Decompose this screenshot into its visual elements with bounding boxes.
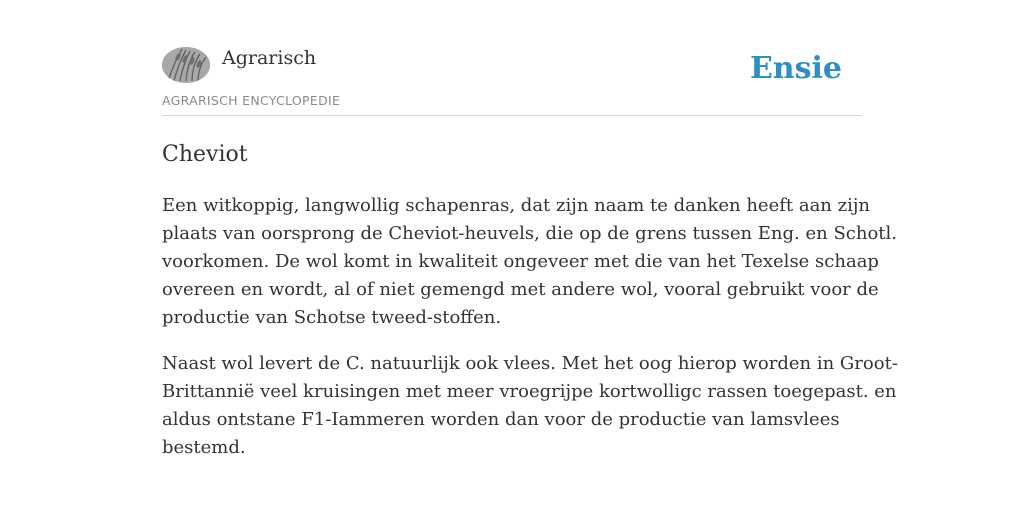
source-header: [162, 40, 862, 116]
paragraph-line: bestemd.: [162, 437, 246, 458]
paragraph-line: voorkomen. De wol komt in kwaliteit ongeveer met die van het Texelse schaap: [162, 251, 879, 272]
wheat-icon[interactable]: [162, 47, 210, 83]
paragraph-line: productie van Schotse tweed-stoffen.: [162, 307, 502, 328]
brand-logo[interactable]: Ensie: [749, 51, 842, 86]
paragraph-line: Naast wol levert de C. natuurlijk ook vlees. Met het oog hierop worden in Groot-: [162, 353, 898, 374]
article-body: [162, 192, 898, 480]
paragraph: [162, 192, 898, 332]
article-title: Cheviot: [162, 142, 248, 167]
source-name[interactable]: Agrarisch: [222, 47, 317, 69]
paragraph: [162, 350, 898, 462]
paragraph-line: aldus ontstane F1-Iammeren worden dan voor de productie van lamsvlees: [162, 409, 840, 430]
paragraph-line: Brittannië veel kruisingen met meer vroegrijpe kortwolligc rassen toegepast. en: [162, 381, 897, 402]
source-subtitle: AGRARISCH ENCYCLOPEDIE: [162, 93, 341, 108]
paragraph-line: plaats van oorsprong de Cheviot-heuvels, die op de grens tussen Eng. en Schotl.: [162, 223, 898, 244]
paragraph-line: Een witkoppig, langwollig schapenras, dat zijn naam te danken heeft aan zijn: [162, 195, 871, 216]
paragraph-line: overeen en wordt, al of niet gemengd met andere wol, vooral gebruikt voor de: [162, 279, 879, 300]
